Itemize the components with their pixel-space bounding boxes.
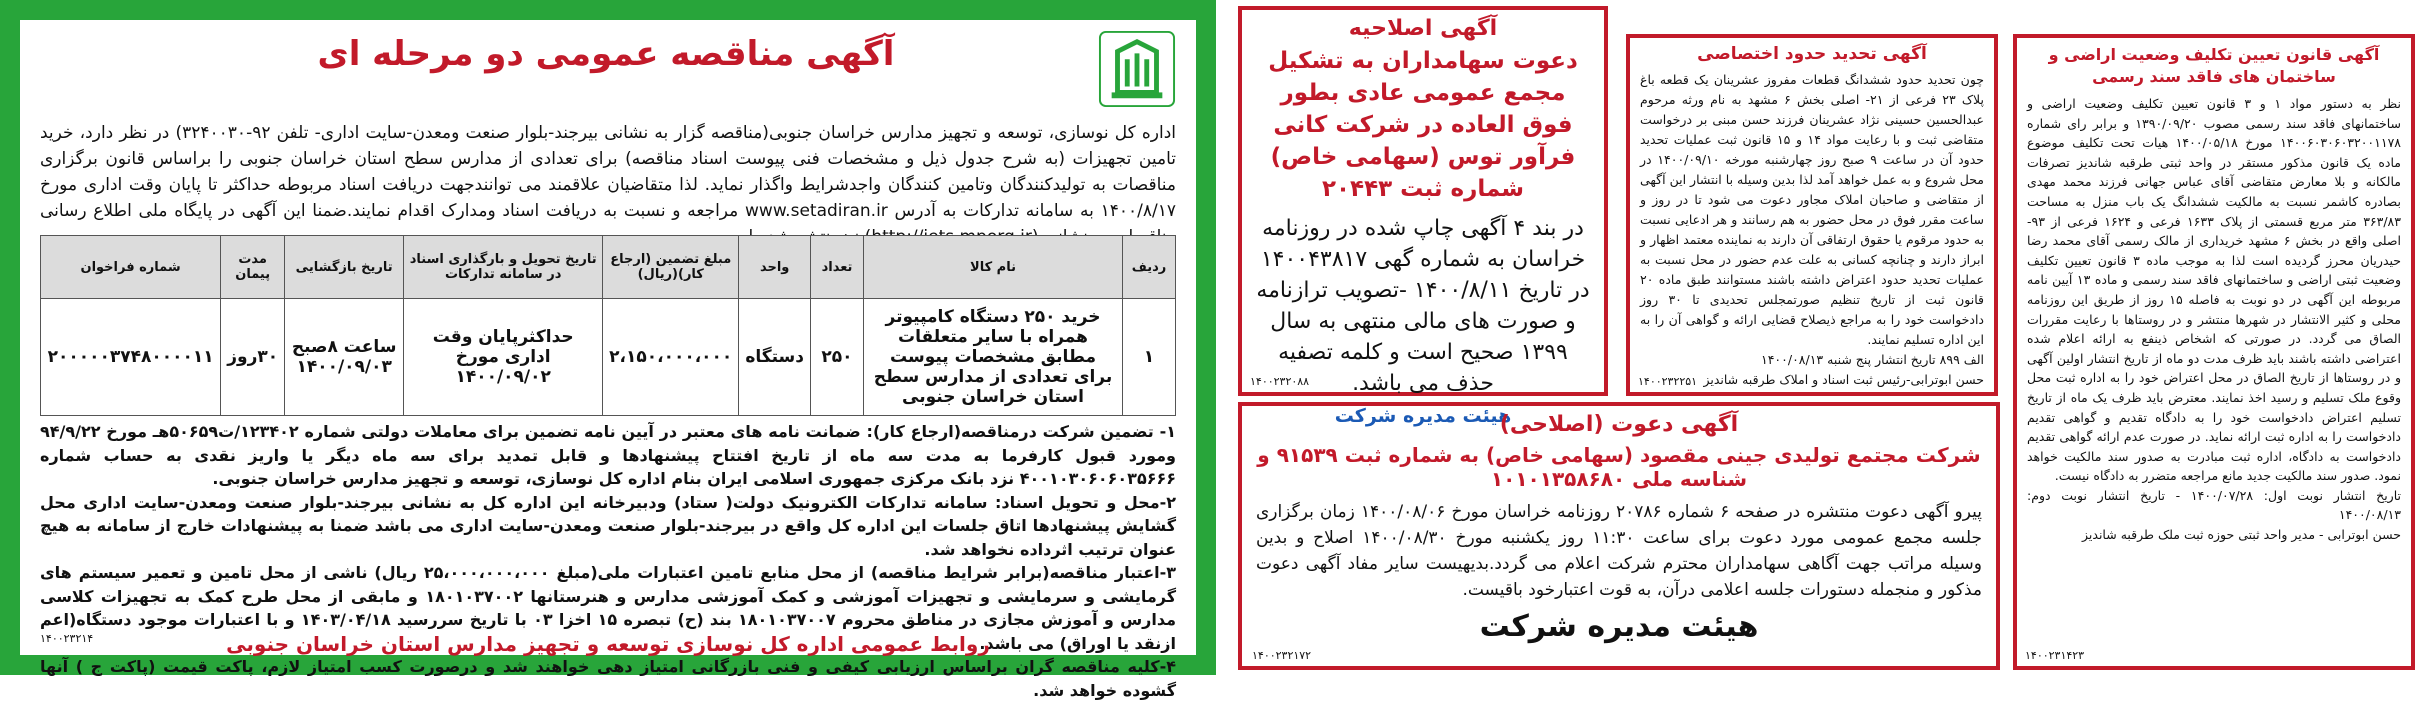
tender-conditions [40,420,1176,702]
corrective-notice [1238,6,1608,427]
table-cell: ساعت ۸صبح ۱۴۰۰/۰۹/۰۳ [285,299,404,416]
condition-item: ۱- تضمین شرکت درمناقصه(ارجاع کار): ضمانت نامه های معتبر در آیین نامه تضمین برای معاملات دولتی شماره ۱۲۳۴۰۲/ت۵۰۶۵۹هـ مورخ ۹۴/۹/۲۲ ومورد قبول کارفرما به مدت سه ماه از تاریخ افتتاح پیشنهادها و قابل تمدید برای سه ماه دیگر یا واریز نقدی به حساب شماره ۴۰۰۱۰۳۰۶۰۶۰۳۵۶۶۶ نزد بانک مرکزی جمهوری اسلامی ایران بنام اداره کل نوسازی، توسعه و تجهیز مدارس خراسان جنوبی. [40,422,1176,488]
notice-body [2017,88,2411,545]
boundary-notice [1626,34,1998,396]
table-header: نام کالا [864,236,1123,299]
ad-code: ۱۴۰۰۲۳۱۴۲۳ [2025,649,2085,662]
table-header: ردیف [1123,236,1176,299]
table-header: مدت پیمان [221,236,285,299]
condition-item: ۳-اعتبار مناقصه(برابر شرایط مناقصه) از محل منابع تامین اعتبارات ملی(مبلغ ۲۵،۰۰۰،۰۰۰،۰۰۰ ریال) ناشی از محل تامین و تعمیر سیستم های گرمایشی و سرمایشی و تجهیزات آموزشی و کمک آموزشی مدارس و هنرستانها ۱۸۰۱۰۳۷۰۰۲ و مابقی از محل طرح کمک به تجهیزات کلاسی مدارس و آموزش مجازی در مناطق محروم ۱۸۰۱۰۳۷۰۰۷ بند (ح) تبصره ۱۵ اخزا ۰۳ با تاریخ سررسید ۱۴۰۳/۰۴/۱۸ و با اعتبارات موجود دستگاه(اعم ازنقد یا اوراق) می باشد. [40,563,1177,653]
table-header: تاریخ تحویل و بارگذاری اسناد در سامانه تدارکات [404,236,603,299]
table-cell: ۳۰روز [221,299,285,416]
notice-date-line: الف ۸۹۹ تاریخ انتشار پنج شنبه ۱۴۰۰/۰۸/۱۳ [1761,352,1984,367]
tender-intro: اداره کل نوسازی، توسعه و تجهیز مدارس خراسان جنوبی(مناقصه گزار به نشانی بیرجند-بلوار صنعت ومعدن-سایت اداری- تلفن ۹۲-۳۲۴۰۰۳۰) در نظر دارد، خرید تامین تجهیزات (به شرح جدول ذیل و مشخصات فنی پیوست اسناد مناقصه) برای تعدادی از مدارس سطح استان خراسان جنوبی را براساس قانون برگزاری مناقصات به تولیدکنندگان وتامین کنندگان واجدشرایط واگذار نماید. لذا متقاضیان علاقمند می توانندجهت دریافت اسناد مربوطه حداکثر تا پایان وقت اداری مورخ ۱۴۰۰/۸/۱۷ به سامانه تدارکات به آدرس www.setadiran.ir مراجعه و نسبت به دریافت اسناد ومدارک اقدام نمایند.ضمنا این آگهی در پایگاه ملی اطلاع رسانی [40,123,1177,221]
notice-body [1630,64,1994,390]
table-cell: خرید ۲۵۰ دستگاه کامپیوتر همراه با سایر متعلقات مطابق مشخصات پیوست برای تعدادی از مدارس سطح استان خراسان جنوبی [864,299,1123,416]
table-header: تعداد [811,236,864,299]
ad-code: ۱۴۰۰۲۳۲۰۸۸ [1250,375,1310,388]
notice-title: آگهی تحدید حدود اختصاصی [1697,44,1927,64]
table-header: تاریخ بازگشایی [285,236,404,299]
notice-title: آگهی دعوت (اصلاحی) [1499,412,1739,437]
notice-dates: تاریخ انتشار نوبت اول: ۱۴۰۰/۰۷/۲۸ - تاریخ انتشار نوبت دوم: ۱۴۰۰/۰۸/۱۳ [2027,487,2401,523]
notice-signature: هیئت مدیره شرکت [1334,405,1512,427]
notice-signer: حسن ابوترابی-رئیس ثبت اسناد و املاک طرقبه شاندیز [1703,372,1984,387]
notice-body: در بند ۴ آگهی چاپ شده در روزنامه خراسان به شماره گهی ۱۴۰۰۴۳۸۱۷ در تاریخ ۱۴۰۰/۸/۱۱ -تصویب ترازنامه و صورت های مالی منتهی به سال ۱۳۹۹ صحیح است و کلمه تصفیه حذف می باشد. [1256,216,1590,396]
tender-title: آگهی مناقصه عمومی دو مرحله ای [317,34,895,74]
invitation-notice [1238,402,2000,670]
table-cell: ۱ [1123,299,1176,416]
ad-code: ۱۴۰۰۲۳۲۱۴ [40,632,94,645]
condition-item: ۲-محل و تحویل اسناد: سامانه تدارکات الکترونیک دولت( ستاد) ودبیرخانه این اداره کل به نشانی بیرجند-بلوار صنعت ومعدن-سایت اداری محل گشایش پیشنهادها اتاق جلسات این اداره کل واقع در بیرجند-بلوار صنعت ومعدن-سایت اداری می باشد ضمنا به پیشنهادات خارج از سامانه به هیچ عنوان ترتیب اثرداده نخواهد شد. [40,492,1176,559]
table-header: مبلغ تضمین (ارجاع کار)(ریال) [603,236,739,299]
notice-signature: هیئت مدیره شرکت [1479,609,1759,644]
tender-table [40,235,1176,416]
notice-subtitle: دعوت سهامداران به تشکیل مجمع عمومی عادی بطور فوق العاده در شرکت کانی فرآور توس (سهامی خاص) شماره ثبت ۲۰۴۴۳ [1268,48,1578,202]
table-cell: ۲۵۰ [811,299,864,416]
tender-footer: روابط عمومی اداره کل نوسازی توسعه و تجهیز مدارس استان خراسان جنوبی [226,632,990,656]
table-cell: حداکثرپایان وقت اداری مورخ ۱۴۰۰/۰۹/۰۲ [404,299,603,416]
organization-logo-icon [1098,30,1176,108]
condition-item: ۴-کلیه مناقصه گران براساس ارزیابی کیفی و فنی بازرگانی امتیاز دهی خواهند شد و درصورت کسب امتیاز لازم، پاکت قیمت (پاکت ج ) آنها گشوده خواهد شد. [40,657,1176,700]
notice-subtitle: شرکت مجتمع تولیدی جینی مقصود (سهامی خاص) به شماره ثبت ۹۱۵۳۹ و شناسه ملی ۱۰۱۰۱۳۵۸۶۸۰ [1257,443,1981,491]
table-row [41,299,1176,416]
notice-paragraph: نظر به دستور مواد ۱ و ۳ قانون تعیین تکلیف وضعیت اراضی و ساختمانهای فاقد سند رسمی مصوب ۱۳۹۰/۰۹/۲۰ و برابر رای شماره ۱۴۰۰۶۰۳۰۶۰۳۲۰۰۱۱۷۸ مورخ ۱۴۰۰/۰۵/۱۸ هیات تحت تکلیف موضوع ماده یک قانون مذکور مستقر در واحد ثبتی طرقبه شاندیز تصرفات مالکانه و بلا معارض متقاضی آقای عباس جهانی فرزند محمد مهدی بصادره کاشمر نسبت به مالکیت ششدانگ یک باب منزل به مساحت ۳۶۳/۸۳ متر مربع قسمتی از پلاک ۱۶۳۳ فرعی و ۱۶۲۴ فرعی از ۹۳-اصلی واقع در بخش ۶ مشهد خریداری از مالک رسمی آقای محمد رضا حیدریان محرز گردیده است لذا به موجب ماده ۳ قانون تعیین تکلیف وضعیت ثبتی اراضی و ساختمانهای فاقد سند رسمی و ماده ۱۳ آیین نامه مربوطه این آگهی در دو نوبت به فاصله ۱۵ روز از طریق این روزنامه محلی و کثیر الانتشار در شهرها منتشر و در روستاها با رعایت مقررات الصاق می گردد. در صورتی که اشخاص ذینفع به ارائه اعلام شده اعتراضی داشته باشند باید ظرف مدت دو ماه از تاریخ انتشار اولین آگهی و در روستاها از تاریخ الصاق در محل اعتراض خود را به اداره ثبت محل وقوع ملک تسلیم و رسید اخذ نمایند. معترض باید ظرف یک ماه از تاریخ تسلیم اعتراض دادخواست خود را به دادگاه تقدیم و گواهی تقدیم دادخواست را به اداره ثبت ارائه نماید. در صورت عدم ارائه گواهی تقدیم دادخواست به دادگاه، اداره ثبت مبادرت به صدور سند مالکیت خواهد نمود. صدور سند مالکیت جدید مانع مراجعه متضرر به دادگاه نیست. [2027,96,2402,484]
table-cell: ۲۰۰۰۰۰۳۷۴۸۰۰۰۰۱۱ [41,299,221,416]
table-header: شماره فراخوان [41,236,221,299]
notice-body: پیرو آگهی دعوت منتشره در صفحه ۶ شماره ۲۰۷۸۶ روزنامه خراسان مورخ ۱۴۰۰/۰۸/۰۶ زمان برگزاری جلسه مجمع عمومی مورد دعوت برای ساعت ۱۱:۳۰ روز یکشنبه مورخ ۱۴۰۰/۰۸/۳۰ اصلاح و بدین وسیله مراتب جهت آگاهی سهامداران محترم شرکت اعلام می گردد.بدیهیست سایر مفاد آگهی دعوت مذکور و منجمله دستورات جلسه اعلامی درآن، به قوت اعتبارخود باقیست. [1256,502,1983,600]
notice-title: آگهی قانون تعیین تکلیف وضعیت اراضی و ساختمان های فاقد سند رسمی [2048,45,2380,86]
notice-paragraph: چون تحدید حدود ششدانگ قطعات مفروز عشرینان یک قطعه باغ پلاک ۲۳ فرعی از ۲۱- اصلی بخش ۶ مشهد به نام ورثه مرحوم عبدالحسین حسینی نژاد عشرینان فرزند حسن مبنی بر درخواست متقاضی ثبت و با رعایت مواد ۱۴ و ۱۵ قانون ثبت عملیات تحدید حدود آن در ساعت ۹ صبح روز چهارشنبه مورخه ۱۴۰۰/۰۹/۱۰ در محل شروع و به عمل خواهد آمد لذا بدین وسیله با انتشار این آگهی از متقاضی و صاحبان املاک مجاور دعوت می شود تا در روز و ساعت مقرر فوق در محل حضور به هم رسانند و هر ادعایی نسبت به حدود مرقوم یا حقوق ارتفاقی آن دارند به نماینده معتمد اظهار و ابراز دارند و چنانچه کسانی به علت عدم حضور در محل نسبت به عملیات تحدید حدود اعتراض داشته باشند مستوانند طبق ماده ۲۰ قانون ثبت از تاریخ تنظیم صورتمجلس تحدیدی تا ۳۰ روز دادخواست خود را به مراجع ذیصلاح قضایی ارائه و گواهی آن را به این اداره تسلیم نمایند. [1640,72,1985,347]
ad-code: ۱۴۰۰۲۳۲۲۵۱ [1638,375,1698,388]
land-law-notice [2013,34,2415,670]
notice-signer: حسن ابوترابی - مدیر واحد ثبتی حوزه ثبت ملک طرقبه شاندیز [2082,527,2401,543]
ad-code: ۱۴۰۰۲۳۲۱۷۲ [1252,649,1312,662]
table-header-row [41,236,1176,299]
table-cell: دستگاه [739,299,811,416]
table-header: واحد [739,236,811,299]
table-cell: ۲،۱۵۰،۰۰۰،۰۰۰ [603,299,739,416]
notice-title: آگهی اصلاحیه [1348,16,1498,41]
tender-header [20,20,1196,112]
